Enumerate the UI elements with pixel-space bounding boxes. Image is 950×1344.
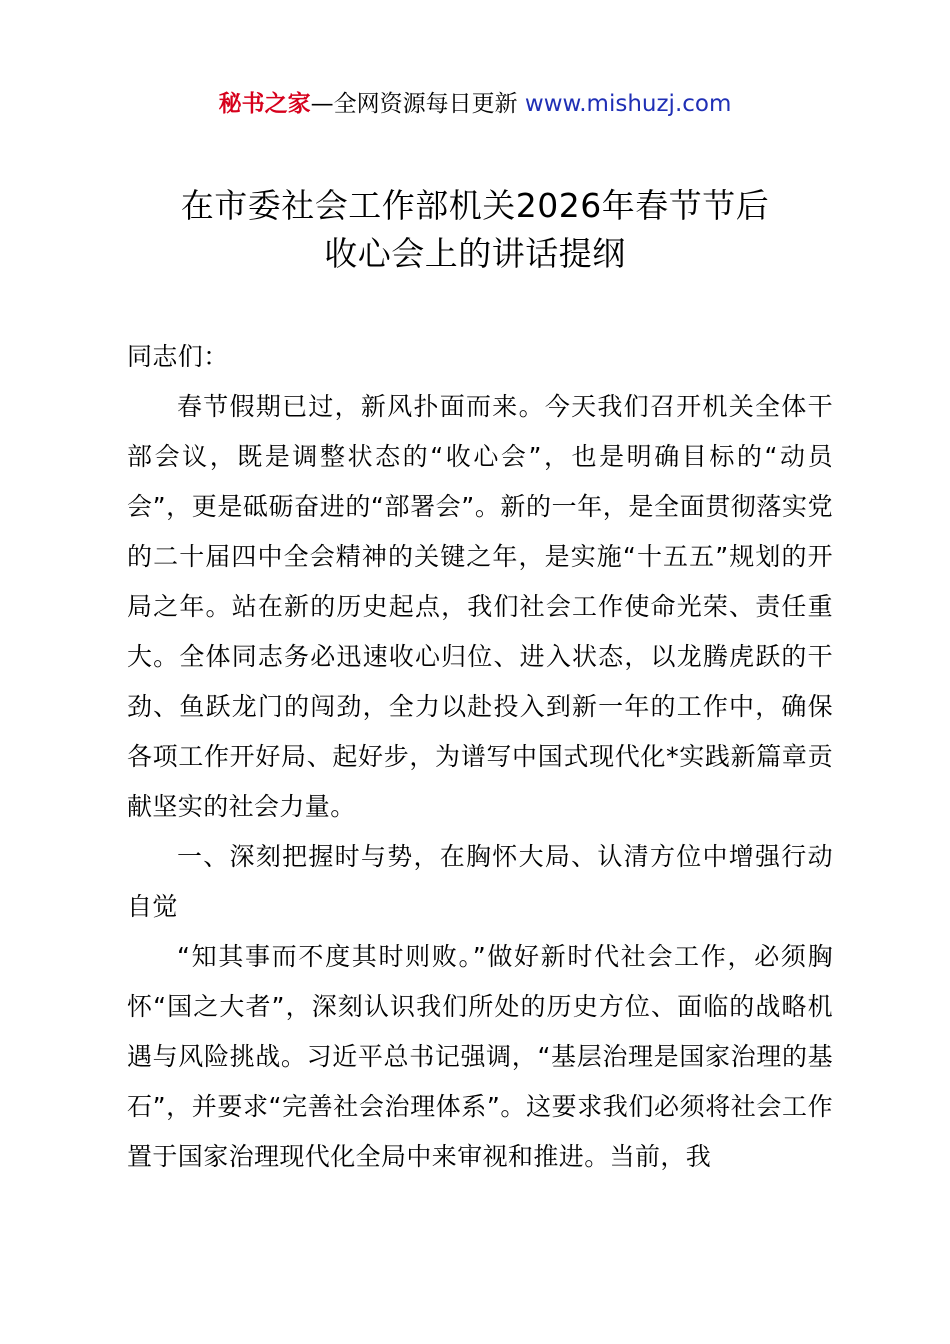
section-heading-1: 一、深刻把握时与势，在胸怀大局、认清方位中增强行动自觉 xyxy=(127,842,833,921)
paragraph-section-1: “知其事而不度其时则败。”做好新时代社会工作，必须胸怀“国之大者”，深刻认识我们所处的历史方位、面临的战略机遇与风险挑战。习近平总书记强调，“基层治理是国家治理的基石”，并要求“完善社会治理体系”。这要求我们必须将社会工作置于国家治理现代化全局中来审视和推进。当前，我 xyxy=(127,942,833,1171)
title-line-1: 在市委社会工作部机关2026年春节节后 xyxy=(180,186,770,225)
document-body xyxy=(127,332,833,1182)
site-header xyxy=(0,88,950,120)
paragraph-intro: 春节假期已过，新风扑面而来。今天我们召开机关全体干部会议，既是调整状态的“收心会”，也是明确目标的“动员会”，更是砥砺奋进的“部署会”。新的一年，是全面贯彻落实党的二十届四中全会精神的关键之年，是实施“十五五”规划的开局之年。站在新的历史起点，我们社会工作使命光荣、责任重大。全体同志务必迅速收心归位、进入状态，以龙腾虎跃的干劲、鱼跃龙门的闯劲，全力以赴投入到新一年的工作中，确保各项工作开好局、起好步，为谱写中国式现代化*实践新篇章贡献坚实的社会力量。 xyxy=(127,392,833,821)
header-tagline: —全网资源每日更新 xyxy=(310,91,518,117)
brand-name: 秘书之家 xyxy=(218,91,311,117)
document-title xyxy=(0,182,950,278)
site-url-link[interactable]: www.mishuzj.com xyxy=(524,91,732,117)
salutation: 同志们： xyxy=(127,342,229,371)
title-line-2: 收心会上的讲话提纲 xyxy=(324,234,626,273)
